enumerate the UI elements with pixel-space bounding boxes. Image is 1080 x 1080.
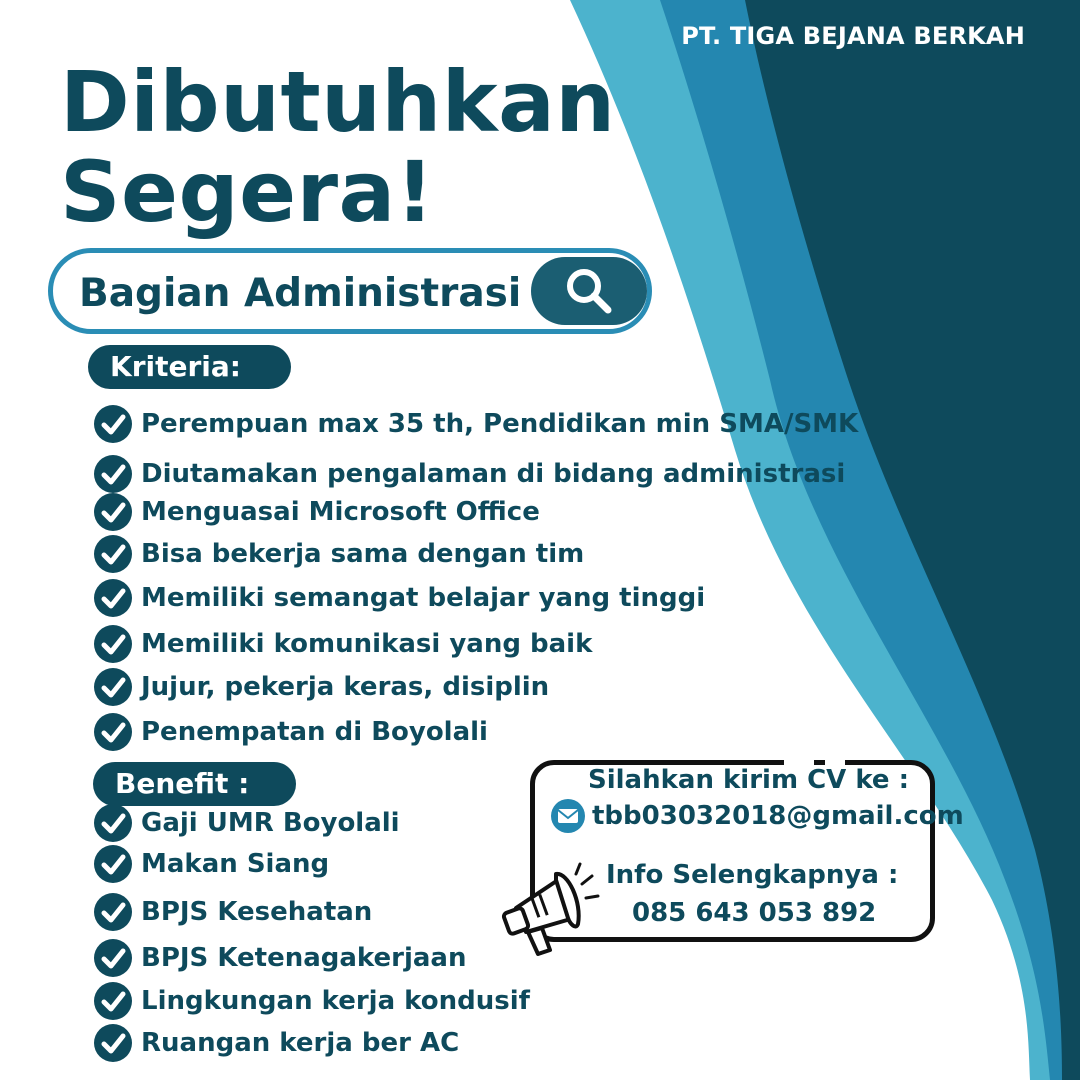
company-name: PT. TIGA BEJANA BERKAH [681, 22, 1025, 50]
check-icon [93, 712, 133, 752]
check-icon [93, 844, 133, 884]
search-button [531, 257, 647, 325]
benefit-item-text: Lingkungan kerja kondusif [141, 986, 530, 1016]
benefit-item [93, 892, 372, 932]
criteria-item [93, 624, 592, 664]
benefit-item [93, 1023, 459, 1063]
email-row [550, 798, 964, 834]
check-icon [93, 803, 133, 843]
criteria-item [93, 404, 858, 444]
search-icon [563, 265, 615, 317]
check-icon [93, 624, 133, 664]
criteria-item-text: Diutamakan pengalaman di bidang administrasi [141, 459, 846, 489]
megaphone-icon [498, 858, 608, 958]
criteria-item-text: Menguasai Microsoft Office [141, 497, 540, 527]
criteria-item [93, 454, 845, 494]
criteria-item [93, 667, 549, 707]
benefit-item [93, 938, 466, 978]
benefit-item [93, 981, 530, 1021]
info-label: Info Selengkapnya : [606, 860, 899, 890]
criteria-item-text: Penempatan di Boyolali [141, 717, 488, 747]
criteria-item [93, 534, 584, 574]
benefit-item-text: Gaji UMR Boyolali [141, 808, 400, 838]
check-icon [93, 938, 133, 978]
benefit-label: Benefit : [93, 762, 296, 806]
cv-label: Silahkan kirim CV ke : [588, 765, 910, 795]
criteria-item-text: Perempuan max 35 th, Pendidikan min SMA/SMK [141, 409, 859, 439]
contact-email[interactable]: tbb03032018@gmail.com [592, 801, 964, 831]
check-icon [93, 492, 133, 532]
criteria-item-text: Memiliki semangat belajar yang tinggi [141, 583, 706, 613]
benefit-item-text: Makan Siang [141, 849, 330, 879]
criteria-item [93, 712, 488, 752]
check-icon [93, 892, 133, 932]
check-icon [93, 981, 133, 1021]
contact-phone[interactable]: 085 643 053 892 [632, 898, 877, 928]
criteria-item [93, 492, 540, 532]
check-icon [93, 404, 133, 444]
check-icon [93, 578, 133, 618]
envelope-icon [550, 798, 586, 834]
check-icon [93, 534, 133, 574]
criteria-item-text: Memiliki komunikasi yang baik [141, 629, 593, 659]
check-icon [93, 454, 133, 494]
benefit-item-text: Ruangan kerja ber AC [141, 1028, 460, 1058]
position-title: Bagian Administrasi [79, 271, 522, 316]
check-icon [93, 667, 133, 707]
criteria-item [93, 578, 705, 618]
criteria-item-text: Jujur, pekerja keras, disiplin [141, 672, 550, 702]
benefit-item [93, 844, 329, 884]
headline-line-1: Dibutuhkan [60, 53, 616, 151]
benefit-item-text: BPJS Kesehatan [141, 897, 373, 927]
check-icon [93, 1023, 133, 1063]
headline-line-2: Segera! [60, 143, 435, 241]
criteria-label: Kriteria: [88, 345, 291, 389]
benefit-item-text: BPJS Ketenagakerjaan [141, 943, 467, 973]
position-search-bar [48, 248, 652, 334]
criteria-item-text: Bisa bekerja sama dengan tim [141, 539, 585, 569]
benefit-item [93, 803, 400, 843]
